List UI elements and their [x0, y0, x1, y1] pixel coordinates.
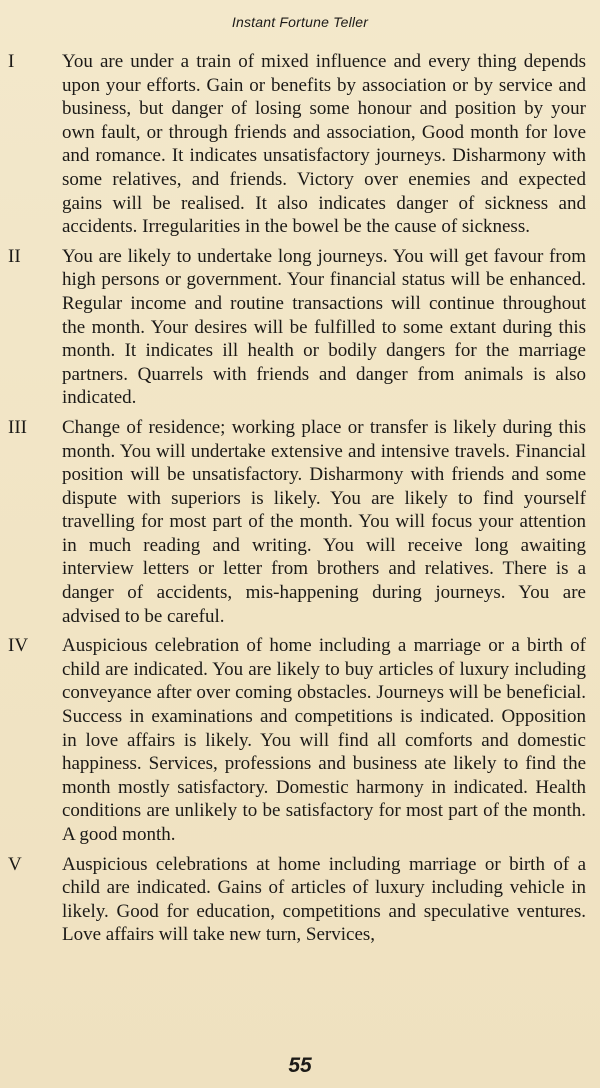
entry-i: [0, 50, 600, 239]
entry-iii: [0, 416, 600, 628]
entry-text: Auspicious celebrations at home including marriage or birth of a child are indicated. Gains of articles of luxury including vehicle in likely. Good for education, competitions and speculative ventures. Love affairs will take new turn, Services,: [62, 853, 586, 946]
entry-numeral: I: [8, 51, 15, 72]
entry-ii: [0, 245, 600, 410]
entry-text: Change of residence; working place or transfer is likely during this month. You will undertake extensive and intensive travels. Financial position will be unsatisfactory. Disharmony with friends and some dispute with superiors is likely. You are likely to find yourself travelling for most part of the month. You will focus your attention in much reading and writing. You will receive long awaiting interview letters or letter from brothers and relatives. There is a danger of accidents, mis-happening during journeys. You are advised to be careful.: [62, 416, 586, 627]
entry-numeral: IV: [8, 635, 29, 657]
entry-numeral: II: [8, 245, 21, 267]
entry-numeral: V: [8, 853, 22, 875]
running-head: Instant Fortune Teller: [231, 14, 369, 30]
entries-list: [0, 50, 600, 953]
entry-numeral: III: [8, 416, 27, 438]
entry-text: You are likely to undertake long journeys. You will get favour from high persons or government. Your financial status will be enhanced. Regular income and routine transactions will continue throughout the month. Your desires will be fulfilled to some extant during this month. It indicates ill health or bodily dangers for the marriage partners. Quarrels with friends and danger from animals is also indicated.: [62, 245, 586, 409]
entry-iv: [0, 634, 600, 846]
entry-text: Auspicious celebration of home including a marriage or a birth of child are indicated. You are likely to buy articles of luxury including conveyance after over coming obstacles. Journeys will be beneficial. Success in examinations and competitions is indicated. Opposition in love affairs is likely. You will find all comforts and domestic happiness. Services, professions and business ate likely to find the month mostly satisfactory. Domestic harmony in indicated. Health conditions are unlikely to be satisfactory for most part of the month. A good month.: [62, 635, 586, 845]
entry-v: [0, 853, 600, 947]
entry-text: You are under a train of mixed influence and every thing depends upon your efforts. Gain or benefits by association or by service and business, but danger of losing some honour and position by your own fault, or through friends and association, Good month for love and romance. It indicates unsatisfactory journeys. Disharmony with some relatives, and friends. Victory over enemies and expected gains will be realised. It also indicates danger of sickness and accidents. Irregularities in the bowel be the cause of sickness.: [62, 51, 586, 238]
page-number: 55: [288, 1054, 312, 1077]
